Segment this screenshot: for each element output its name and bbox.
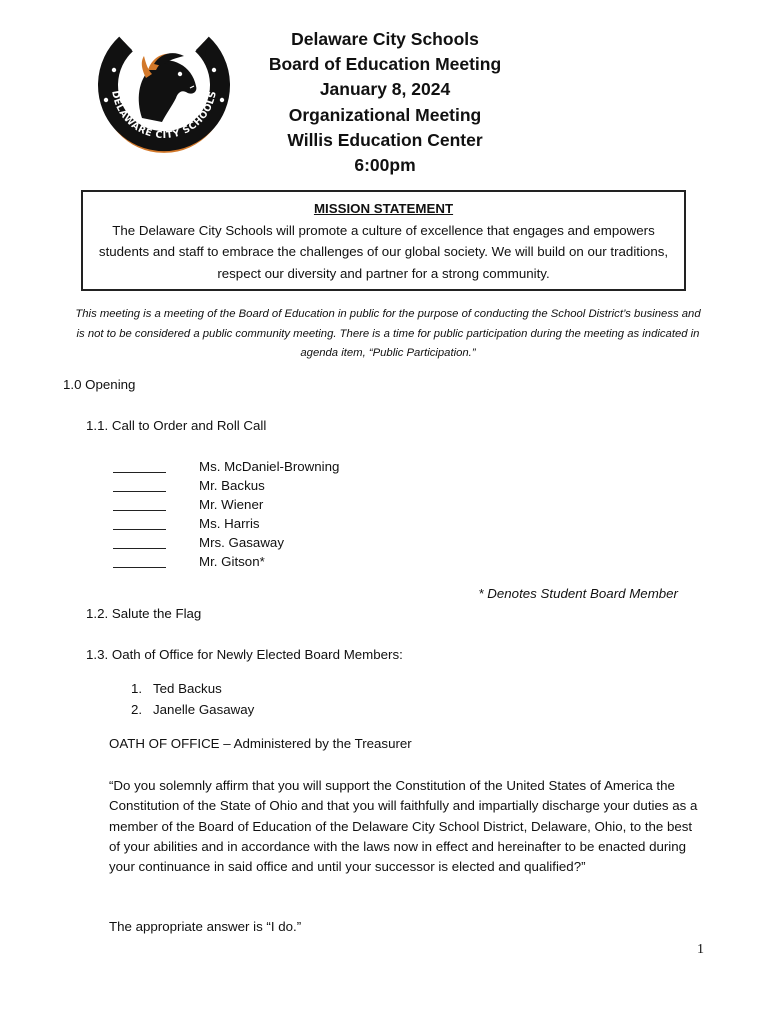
logo-ring-text: DELAWARE CITY SCHOOLS <box>109 89 219 142</box>
student-member-note: * Denotes Student Board Member <box>478 586 678 601</box>
attendance-blank <box>113 471 166 473</box>
oath-answer: The appropriate answer is “I do.” <box>109 919 302 934</box>
oath-text: “Do you solemnly affirm that you will support the Constitution of the United States of America the Constitution of the State of Ohio and that you will faithfully and impartially discharge your duties as a member of the Board of Education of the Delaware City School District, Delaware, Ohio, to the best of your abilities and in accordance with the laws now in effect and hereinafter to be enacted during your continuance in said office and until your successor is elected and qualified?” <box>109 778 698 875</box>
district-logo <box>96 30 232 158</box>
header-meeting-type: Organizational Meeting <box>288 104 482 125</box>
attendance-blank <box>113 509 166 511</box>
member-name: Mr. Wiener <box>199 497 264 512</box>
attendance-blank <box>113 547 166 549</box>
elected-member-name: Ted Backus <box>153 681 222 696</box>
list-item-number: 1. <box>131 681 143 696</box>
meeting-disclaimer: This meeting is a meeting of the Board of Education in public for the purpose of conducting the School District’s business and is not to be considered a public community meeting. There is a time for public participation during the meeting as indicated in agenda item, “Public Participation.” <box>75 308 701 359</box>
mission-heading: MISSION STATEMENT <box>313 201 454 216</box>
mission-text: The Delaware City Schools will promote a culture of excellence that engages and empowers students and staff to embrace the challenges of our global society. We will build on our traditions, respect our diversity and partner for a strong community. <box>98 222 669 281</box>
member-name: Ms. McDaniel-Browning <box>199 459 340 474</box>
attendance-blank <box>113 490 166 492</box>
header-district: Delaware City Schools <box>291 29 479 49</box>
member-name: Mr. Gitson* <box>199 554 265 569</box>
member-name: Mr. Backus <box>199 478 265 493</box>
agenda-oath-heading: 1.3. Oath of Office for Newly Elected Board Members: <box>86 647 403 662</box>
agenda-salute-flag: 1.2. Salute the Flag <box>86 606 202 621</box>
meeting-header <box>230 27 540 178</box>
mission-statement-box <box>81 190 686 291</box>
member-name: Mrs. Gasaway <box>199 535 284 550</box>
header-date: January 8, 2024 <box>319 79 451 100</box>
agenda-opening: 1.0 Opening <box>63 377 136 392</box>
oath-administered-by: OATH OF OFFICE – Administered by the Treasurer <box>109 736 412 751</box>
attendance-blank <box>113 566 166 568</box>
header-board: Board of Education Meeting <box>268 54 502 75</box>
header-time: 6:00pm <box>354 155 416 176</box>
page-number: 1 <box>697 942 704 957</box>
elected-member-name: Janelle Gasaway <box>153 702 255 717</box>
list-item-number: 2. <box>131 702 143 717</box>
attendance-blank <box>113 528 166 530</box>
header-location: Willis Education Center <box>287 129 483 150</box>
member-name: Ms. Harris <box>199 516 260 531</box>
agenda-call-to-order: 1.1. Call to Order and Roll Call <box>86 418 267 433</box>
